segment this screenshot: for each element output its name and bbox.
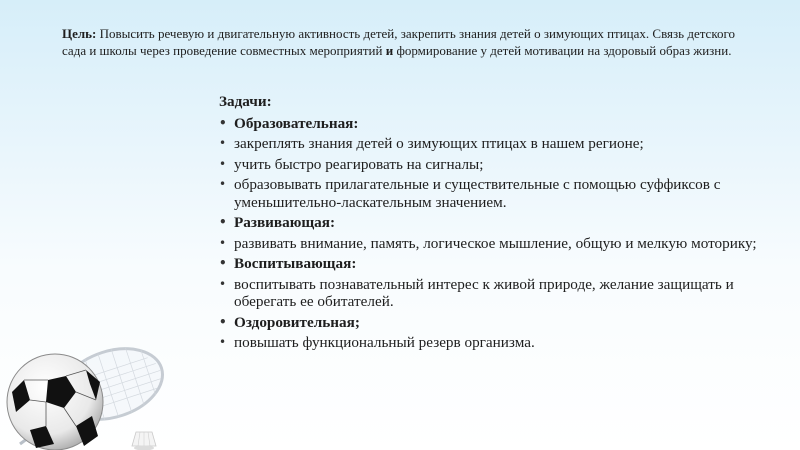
task-item: • закреплять знания детей о зимующих птицах в нашем регионе; [218, 135, 778, 153]
tasks-block [218, 93, 778, 355]
task-item: • повышать функциональный резерв организма. [218, 334, 778, 352]
task-heading-developmental: • Развивающая: [218, 214, 778, 232]
task-item: • развивать внимание, память, логическое мышление, общую и мелкую моторику; [218, 235, 778, 253]
task-item: • учить быстро реагировать на сигналы; [218, 156, 778, 174]
task-item: • воспитывать познавательный интерес к живой природе, желание защищать и оберегать ее обитателей. [218, 276, 778, 311]
task-heading-educational: • Образовательная: [218, 115, 778, 133]
sports-illustration [0, 340, 180, 450]
goal-text-part1: Повысить речевую и двигательную активность детей, закрепить знания детей о зимующих птицах. Связь детского сада и школы через проведение совместных мероприятий [62, 26, 735, 58]
tasks-title: Задачи: [219, 93, 272, 110]
task-heading-upbringing: • Воспитывающая: [218, 255, 778, 273]
goal-text-part2: формирование у детей мотивации на здоровый образ жизни. [393, 42, 732, 58]
goal-and-word: и [385, 42, 394, 58]
shuttlecock-icon [132, 432, 156, 450]
tasks-list [218, 115, 778, 352]
goal-label: Цель: [62, 26, 97, 41]
goal-paragraph [62, 26, 762, 59]
task-item: • образовывать прилагательные и существительные с помощью суффиксов с уменьшительно-ласкательным значением. [218, 176, 778, 211]
task-heading-health: • Оздоровительная; [218, 314, 778, 332]
soccer-ball-icon [7, 354, 103, 450]
